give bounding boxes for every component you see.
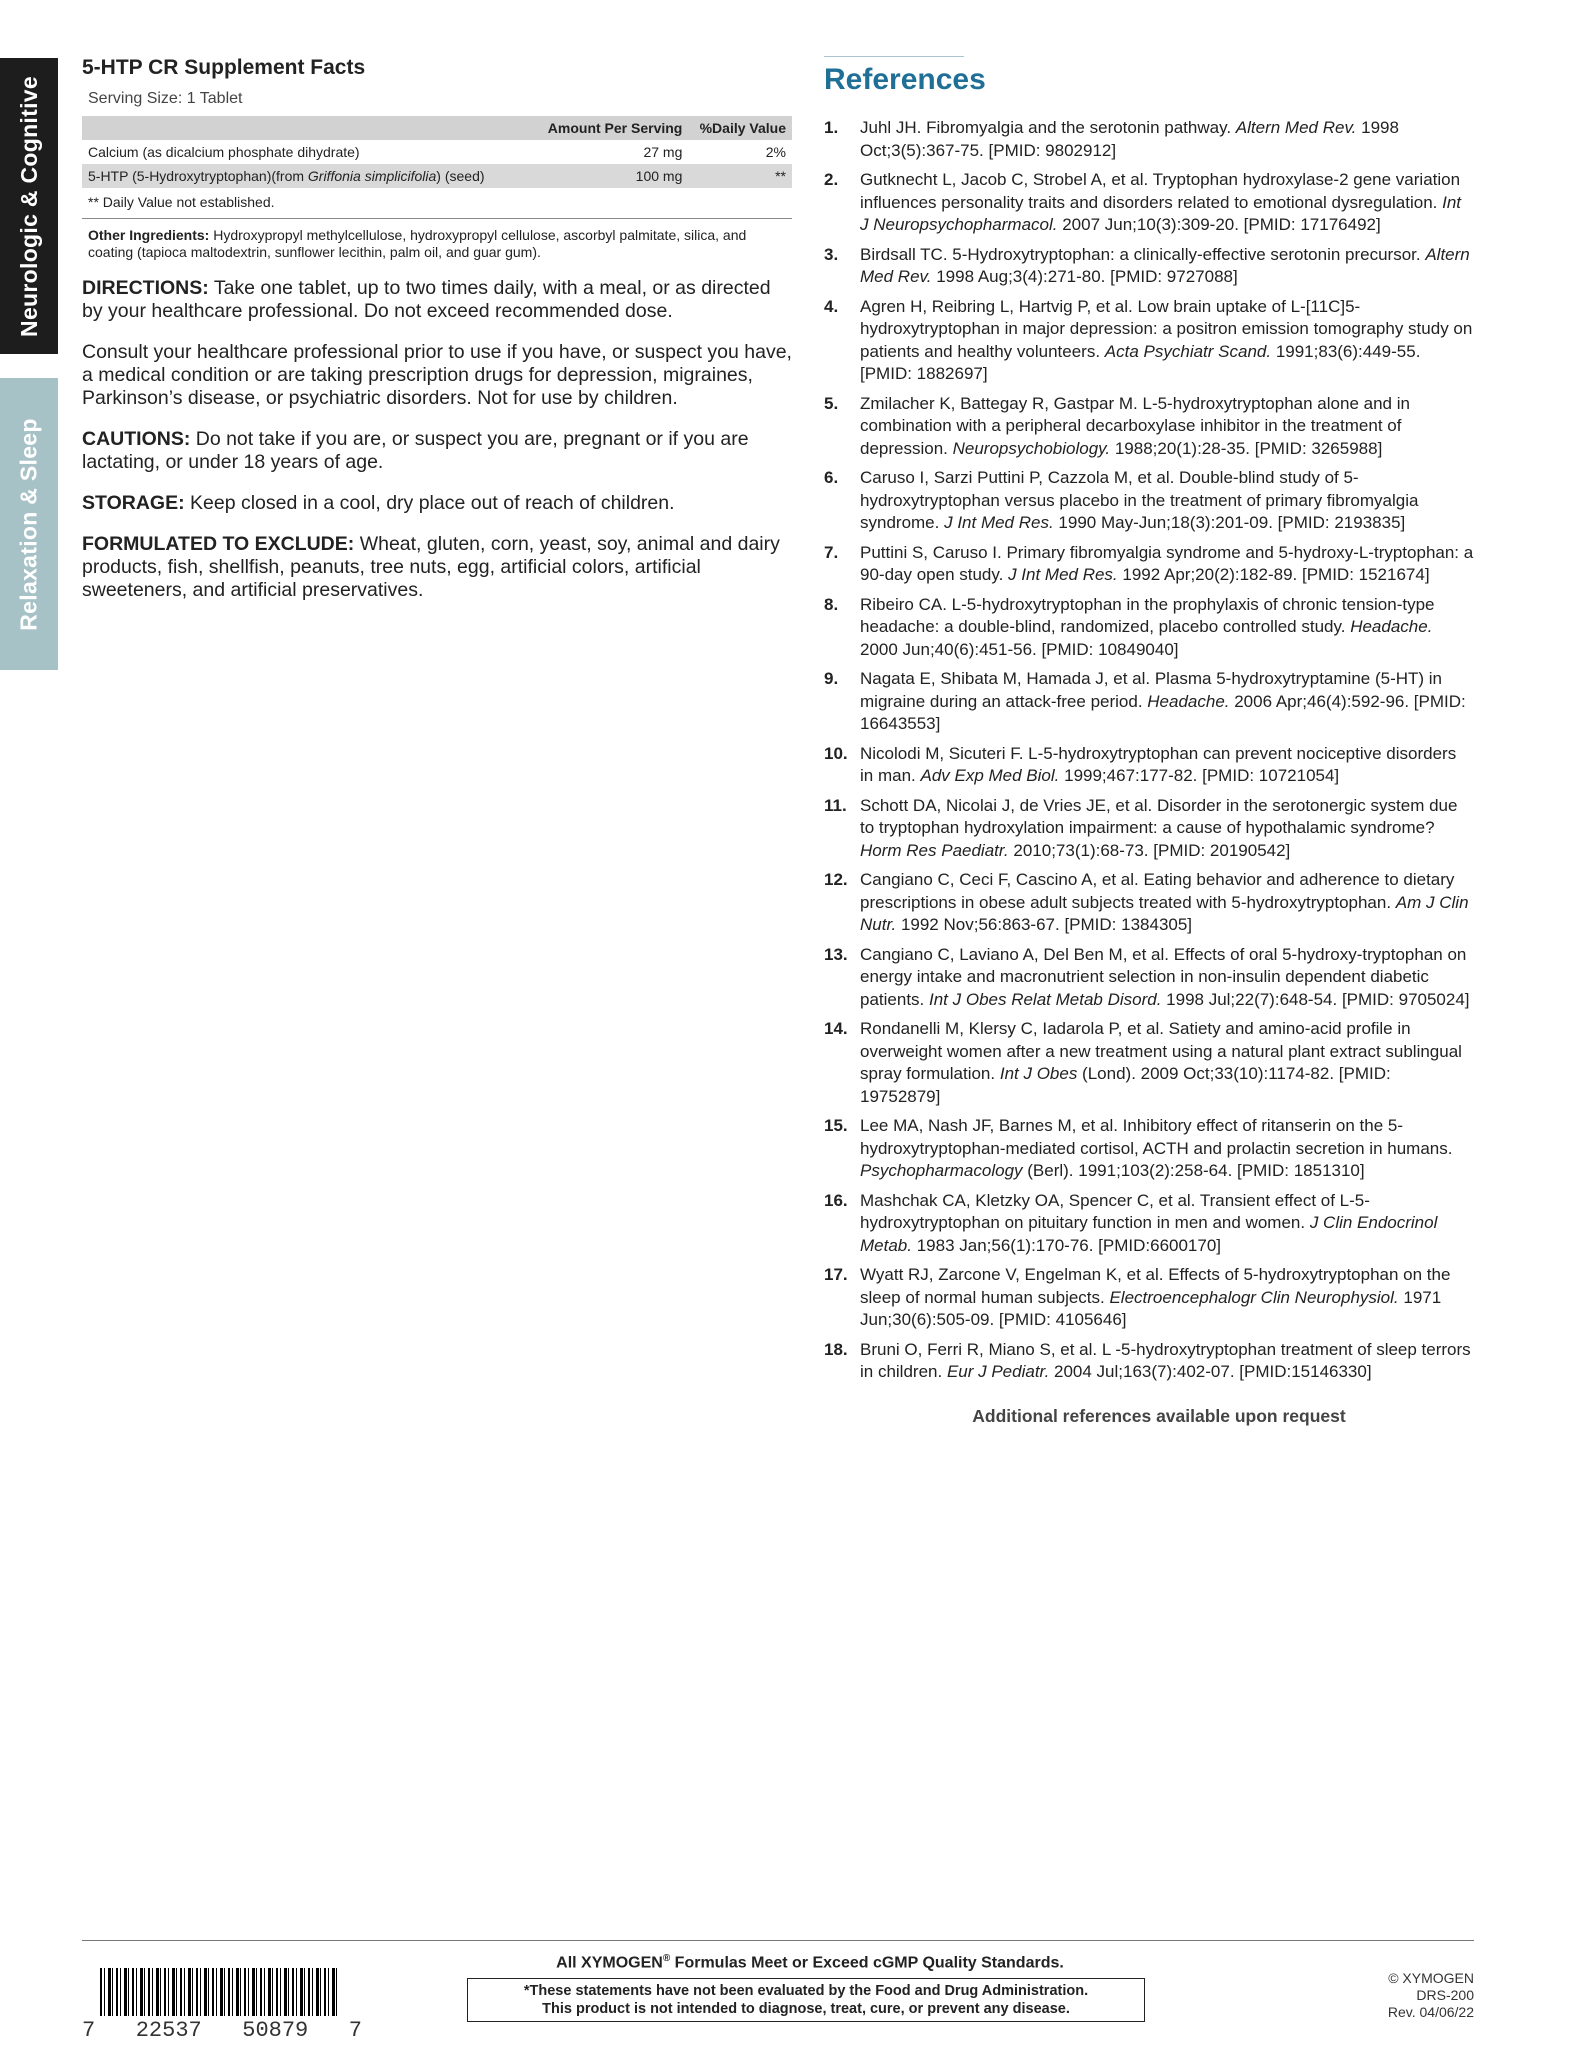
- reference-journal: Eur J Pediatr.: [946, 1362, 1050, 1381]
- reference-number: 6.: [824, 468, 839, 487]
- storage-label: STORAGE:: [82, 492, 185, 514]
- reference-number: 14.: [824, 1019, 848, 1038]
- reference-number: 1.: [824, 118, 839, 137]
- reference-journal: Adv Exp Med Biol.: [920, 766, 1060, 785]
- ingredient-dv: **: [688, 164, 792, 188]
- other-text: Hydroxypropyl methylcellulose, hydroxypropyl cellulose, ascorbyl palmitate, silica, and coating (tapioca maltodextrin, sunflower lecithin, palm oil, and guar gum).: [88, 227, 747, 260]
- reference-authors-title: Juhl JH. Fibromyalgia and the serotonin pathway.: [860, 118, 1236, 137]
- reference-citation: 1998 Oct;3(5):367-75. [PMID: 9802912]: [860, 118, 1399, 160]
- reference-item: [824, 594, 1474, 662]
- reference-authors-title: Agren H, Reibring L, Hartvig P, et al. Low brain uptake of L-[11C]5-hydroxytryptophan in major depression: a positron emission tomography study on patients and healthy volunteers.: [860, 296, 1473, 361]
- references-list: [824, 117, 1474, 1384]
- reference-citation: (Lond). 2009 Oct;33(10):1174-82. [PMID: 19752879]: [860, 1064, 1391, 1106]
- reference-item: [824, 169, 1474, 237]
- table-row: [82, 164, 792, 188]
- reference-item: [824, 743, 1474, 788]
- ingredient-name: Calcium (as dicalcium phosphate dihydrate): [88, 144, 360, 160]
- reference-journal: Neuropsychobiology.: [952, 438, 1111, 458]
- ingredient-name: [82, 164, 534, 188]
- name-prefix: 5-HTP (5-Hydroxytryptophan)(from: [88, 168, 308, 184]
- reference-item: [824, 944, 1474, 1012]
- cautions-text: Do not take if you are, or suspect you are, pregnant or if you are lactating, or under 18 years of age.: [82, 428, 749, 473]
- barcode-digit: 50879: [242, 2018, 309, 2043]
- reference-item: [824, 296, 1474, 386]
- fda-disclaimer: [467, 1978, 1145, 2022]
- reference-number: 7.: [824, 542, 839, 562]
- reference-number: 8.: [824, 594, 839, 614]
- reference-citation: 2007 Jun;10(3):309-20. [PMID: 17176492]: [1057, 215, 1381, 234]
- header-dv: %Daily Value: [688, 116, 792, 140]
- reference-number: 13.: [824, 944, 848, 964]
- reference-journal: J Clin Endocrinol Metab.: [860, 1213, 1438, 1255]
- storage: [82, 492, 792, 515]
- reference-journal: Headache.: [1350, 617, 1433, 636]
- reference-item: [824, 869, 1474, 937]
- reference-number: 4.: [824, 296, 839, 316]
- reference-citation: 2004 Jul;163(7):402-07. [PMID:15146330]: [1049, 1362, 1372, 1381]
- left-column: [82, 56, 792, 620]
- reference-number: 9.: [824, 669, 839, 688]
- name-italic: Griffonia simplicifolia: [307, 168, 437, 184]
- reference-journal: Electroencephalogr Clin Neurophysiol.: [1109, 1287, 1399, 1307]
- revision-date: Rev. 04/06/22: [1387, 2004, 1474, 2020]
- reference-authors-title: Bruni O, Ferri R, Miano S, et al. L -5-hydroxytryptophan treatment of sleep terrors in children.: [860, 1339, 1471, 1381]
- reference-citation: 1998 Jul;22(7):648-54. [PMID: 9705024]: [1161, 989, 1470, 1009]
- reference-number: 5.: [824, 393, 839, 413]
- consult-text: Consult your healthcare professional prior to use if you have, or suspect you have, a medical condition or are taking prescription drugs for depression, migraines, Parkinson’s disease, or psychiatric disorders. Not for use by children.: [82, 341, 792, 409]
- reference-citation: 1992 Nov;56:863-67. [PMID: 1384305]: [896, 915, 1193, 934]
- exclude-text: Wheat, gluten, corn, yeast, soy, animal and dairy products, fish, shellfish, peanuts, tree nuts, egg, artificial colors, artificial sweeteners, and artificial preservatives.: [82, 533, 780, 601]
- table-header-row: [82, 116, 792, 140]
- reference-citation: 1983 Jan;56(1):170-76. [PMID:6600170]: [911, 1235, 1222, 1255]
- other-label: Other Ingredients:: [88, 227, 210, 243]
- supplement-facts-table: [82, 116, 792, 188]
- reference-journal: Altern Med Rev.: [1235, 118, 1357, 137]
- barcode-bars: [100, 1968, 340, 2016]
- reference-authors-title: Rondanelli M, Klersy C, Iadarola P, et al. Satiety and amino-acid profile in overweight women after a new treatment using a natural plant extract sublingual spray formulation.: [860, 1019, 1462, 1083]
- reference-journal: Horm Res Paediatr.: [860, 840, 1009, 860]
- reference-number: 18.: [824, 1339, 848, 1359]
- reference-authors-title: Ribeiro CA. L-5-hydroxytryptophan in the prophylaxis of chronic tension-type headache: a double-blind, randomized, placebo controlled study.: [860, 594, 1435, 636]
- reference-authors-title: Zmilacher K, Battegay R, Gastpar M. L-5-hydroxytryptophan alone and in combination with a peripheral decarboxylase inhibitor in the treatment of depression.: [860, 393, 1410, 458]
- reference-number: 15.: [824, 1116, 848, 1135]
- reference-number: 3.: [824, 244, 839, 264]
- reference-journal: Int J Obes Relat Metab Disord.: [929, 989, 1162, 1009]
- barcode: [82, 1968, 362, 2043]
- tab-label: Neurologic & Cognitive: [15, 75, 42, 337]
- storage-text: Keep closed in a cool, dry place out of reach of children.: [184, 492, 675, 514]
- reference-authors-title: Wyatt RJ, Zarcone V, Engelman K, et al. Effects of 5-hydroxytryptophan on the sleep of normal human subjects.: [860, 1265, 1451, 1307]
- reference-authors-title: Schott DA, Nicolai J, de Vries JE, et al. Disorder in the serotonergic system due to tryptophan hydroxylation impairment: a cause of hypothalamic syndrome?: [860, 795, 1458, 837]
- serving-size: Serving Size: 1 Tablet: [88, 90, 243, 107]
- reference-item: [824, 795, 1474, 863]
- reference-number: 11.: [824, 795, 847, 815]
- reference-item: [824, 244, 1474, 289]
- reference-authors-title: Nicolodi M, Sicuteri F. L-5-hydroxytryptophan can prevent nociceptive disorders in man.: [860, 743, 1457, 785]
- reference-citation: 1992 Apr;20(2):182-89. [PMID: 1521674]: [1117, 565, 1430, 584]
- ingredient-amount: 27 mg: [643, 144, 683, 160]
- reference-authors-title: Cangiano C, Ceci F, Cascino A, et al. Eating behavior and adherence to dietary prescriptions in obese adult subjects treated with 5-hydroxytryptophan.: [860, 870, 1455, 912]
- reference-citation: 1998 Aug;3(4):271-80. [PMID: 9727088]: [931, 267, 1238, 286]
- references-column: [824, 56, 1474, 1427]
- reference-number: 16.: [824, 1190, 848, 1210]
- table-row: [82, 140, 792, 164]
- directions-label: DIRECTIONS:: [82, 277, 209, 299]
- reference-item: [824, 1264, 1474, 1332]
- reference-item: [824, 393, 1474, 461]
- cautions: [82, 428, 792, 474]
- reference-authors-title: Caruso I, Sarzi Puttini P, Cazzola M, et al. Double-blind study of 5-hydroxytryptophan versus placebo in the treatment of primary fibromyalgia syndrome.: [860, 468, 1419, 532]
- exclude-label: FORMULATED TO EXCLUDE:: [82, 533, 355, 555]
- reference-item: [824, 542, 1474, 587]
- tab-relaxation-sleep[interactable]: [0, 378, 58, 670]
- reference-journal: Am J Clin Nutr.: [860, 892, 1469, 934]
- reference-authors-title: Cangiano C, Laviano A, Del Ben M, et al. Effects of oral 5-hydroxy-tryptophan on energy intake and macronutrient selection in non-insulin dependent diabetic patients.: [860, 944, 1467, 1009]
- reference-item: [824, 1339, 1474, 1384]
- header-blank: [82, 116, 534, 140]
- reference-number: 2.: [824, 170, 839, 189]
- barcode-digits: [82, 2018, 362, 2043]
- dv-footnote: ** Daily Value not established.: [82, 188, 792, 219]
- reference-journal: Acta Psychiatr Scand.: [1104, 341, 1272, 361]
- reference-citation: 2006 Apr;46(4):592-96. [PMID: 16643553]: [860, 691, 1466, 733]
- reference-citation: 2010;73(1):68-73. [PMID: 20190542]: [1008, 840, 1291, 860]
- reference-authors-title: Nagata E, Shibata M, Hamada J, et al. Plasma 5-hydroxytryptamine (5-HT) in migraine during an attack-free period.: [860, 669, 1443, 711]
- reference-citation: (Berl). 1991;103(2):258-64. [PMID: 1851310]: [1022, 1161, 1365, 1180]
- reference-authors-title: Puttini S, Caruso I. Primary fibromyalgia syndrome and 5-hydroxy-L-tryptophan: a 90-day open study.: [860, 542, 1474, 584]
- footer-divider: [82, 1940, 1474, 1941]
- reference-authors-title: Lee MA, Nash JF, Barnes M, et al. Inhibitory effect of ritanserin on the 5-hydroxytryptophan-mediated cortisol, ACTH and prolactin secretion in humans.: [860, 1116, 1453, 1158]
- reference-authors-title: Birdsall TC. 5-Hydroxytryptophan: a clinically-effective serotonin precursor.: [860, 244, 1426, 264]
- cgmp-statement: [470, 1953, 1150, 1972]
- reference-number: 12.: [824, 870, 848, 889]
- name-suffix: ) (seed): [436, 168, 485, 184]
- fda-line: *These statements have not been evaluated by the Food and Drug Administration.: [523, 1983, 1089, 1999]
- other-ingredients: [88, 227, 792, 261]
- reference-item: [824, 668, 1474, 736]
- fda-line: This product is not intended to diagnose, treat, cure, or prevent any disease.: [542, 2001, 1070, 2017]
- reference-journal: Headache.: [1147, 691, 1230, 711]
- registered-mark: ®: [662, 1953, 671, 1964]
- reference-journal: J Int Med Res.: [944, 513, 1054, 532]
- reference-authors-title: Gutknecht L, Jacob C, Strobel A, et al. Tryptophan hydroxylase-2 gene variation influences personality traits and disorders related to emotional dysregulation.: [860, 170, 1461, 212]
- supplement-facts-title: 5-HTP CR Supplement Facts: [82, 56, 366, 79]
- reference-number: 10.: [824, 743, 848, 763]
- directions-text: Take one tablet, up to two times daily, with a meal, or as directed by your healthcare professional. Do not exceed recommended dose.: [82, 277, 771, 322]
- reference-item: [824, 1190, 1474, 1258]
- document-code: DRS-200: [1416, 1987, 1474, 2003]
- barcode-digit: 7: [348, 2018, 362, 2043]
- ingredient-dv: 2%: [765, 144, 786, 160]
- directions: [82, 277, 792, 323]
- references-title: References: [824, 56, 964, 97]
- formulated-to-exclude: [82, 533, 792, 602]
- cgmp-suffix: Formulas Meet or Exceed cGMP Quality Standards.: [670, 1954, 1064, 1972]
- reference-citation: 2000 Jun;40(6):451-56. [PMID: 10849040]: [860, 639, 1179, 659]
- tab-label: Relaxation & Sleep: [15, 417, 42, 631]
- barcode-digit: 22537: [135, 2018, 202, 2043]
- reference-item: [824, 1115, 1474, 1183]
- reference-item: [824, 1018, 1474, 1108]
- reference-citation: 1971 Jun;30(6):505-09. [PMID: 4105646]: [860, 1287, 1442, 1329]
- reference-item: [824, 467, 1474, 535]
- cautions-label: CAUTIONS:: [82, 428, 191, 450]
- reference-citation: 1999;467:177-82. [PMID: 10721054]: [1059, 766, 1340, 785]
- reference-authors-title: Mashchak CA, Kletzky OA, Spencer C, et al. Transient effect of L-5-hydroxytryptophan on pituitary function in men and women.: [860, 1190, 1370, 1232]
- tab-neurologic-cognitive[interactable]: [0, 58, 58, 354]
- reference-journal: Altern Med Rev.: [860, 244, 1470, 286]
- reference-item: [824, 117, 1474, 162]
- copyright: © XYMOGEN: [1388, 1970, 1474, 1986]
- reference-citation: 1990 May-Jun;18(3):201-09. [PMID: 2193835]: [1053, 513, 1406, 532]
- cgmp-prefix: All XYMOGEN: [556, 1954, 663, 1972]
- ingredient-amount: 100 mg: [534, 164, 688, 188]
- barcode-digit: 7: [82, 2018, 96, 2043]
- reference-journal: Int J Obes: [999, 1064, 1078, 1083]
- reference-number: 17.: [824, 1265, 848, 1284]
- additional-references: Additional references available upon request: [972, 1405, 1346, 1426]
- reference-journal: J Int Med Res.: [1008, 565, 1118, 584]
- reference-journal: Int J Neuropsychopharmacol.: [860, 192, 1462, 234]
- reference-journal: Psychopharmacology: [860, 1161, 1023, 1180]
- reference-citation: 1988;20(1):28-35. [PMID: 3265988]: [1110, 438, 1383, 458]
- reference-citation: 1991;83(6):449-55. [PMID: 1882697]: [860, 341, 1421, 383]
- header-amount: Amount Per Serving: [534, 116, 688, 140]
- revision-info: [1330, 1970, 1474, 2021]
